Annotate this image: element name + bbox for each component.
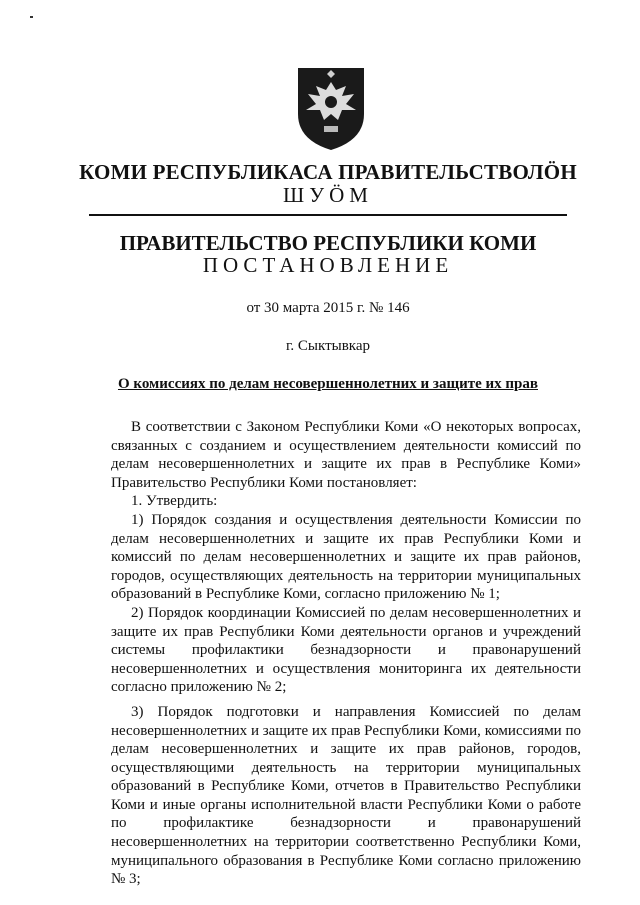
item-1: 1. Утвердить: — [131, 493, 218, 510]
decree-label: ПОСТАНОВЛЕНИЕ — [202, 253, 454, 277]
russian-government-title: ПРАВИТЕЛЬСТВО РЕСПУБЛИКИ КОМИ — [119, 231, 537, 255]
item-1-3: 3) Порядок подготовки и направления Комиссией по делам несовершеннолетних и защите их прав Республики Коми, комиссиями по делам несовершеннолетних и защите их прав районов, городов, осуществляющими деятельность на территории муниципальных образований в Республике Коми, отчетов в Правительство Республики Коми и иные органы исполнительной власти Республики Коми о работе по профилактике безнадзорности и правонарушений несовершеннолетних на территории соответственно Республики Коми, муниципального образования в Республике Коми согласно приложению № 3; — [111, 703, 581, 888]
komi-government-title: КОМИ РЕСПУБЛИКАСА ПРАВИТЕЛЬСТВОЛÖН — [79, 160, 577, 184]
decree-city: г. Сыктывкар — [285, 338, 371, 354]
decree-date-number: от 30 марта 2015 г. № 146 — [246, 300, 410, 316]
scan-mark — [30, 16, 33, 18]
decree-subject: О комиссиях по делам несовершеннолетних и защите их прав — [117, 376, 538, 392]
decree-body — [111, 418, 581, 889]
item-1-1: 1) Порядок создания и осуществления деятельности Комиссии по делам несовершеннолетних и защите их прав Республики Коми и комиссий по делам несовершеннолетних и защите их прав районов, городов, осуществляющих деятельность на территории муниципальных образований в Республике Коми, согласно приложению № 1; — [111, 511, 581, 603]
intro-paragraph: В соответствии с Законом Республики Коми «О некоторых вопросах, связанных с созданием и осуществлением деятельности комиссий по делам несовершеннолетних и защите их прав в Республике Коми» Правительство Республики Коми постановляет: — [111, 419, 581, 491]
item-1-2: 2) Порядок координации Комиссией по делам несовершеннолетних и защите их прав Республики Коми деятельности органов и учреждений системы профилактики безнадзорности и правонарушений несовершеннолетних и осуществления мониторинга их деятельности согласно приложению № 2; — [111, 604, 581, 696]
coat-of-arms-emblem-icon — [294, 64, 368, 152]
header-divider — [89, 214, 567, 216]
komi-decree-label: ШУÖМ — [283, 183, 373, 207]
